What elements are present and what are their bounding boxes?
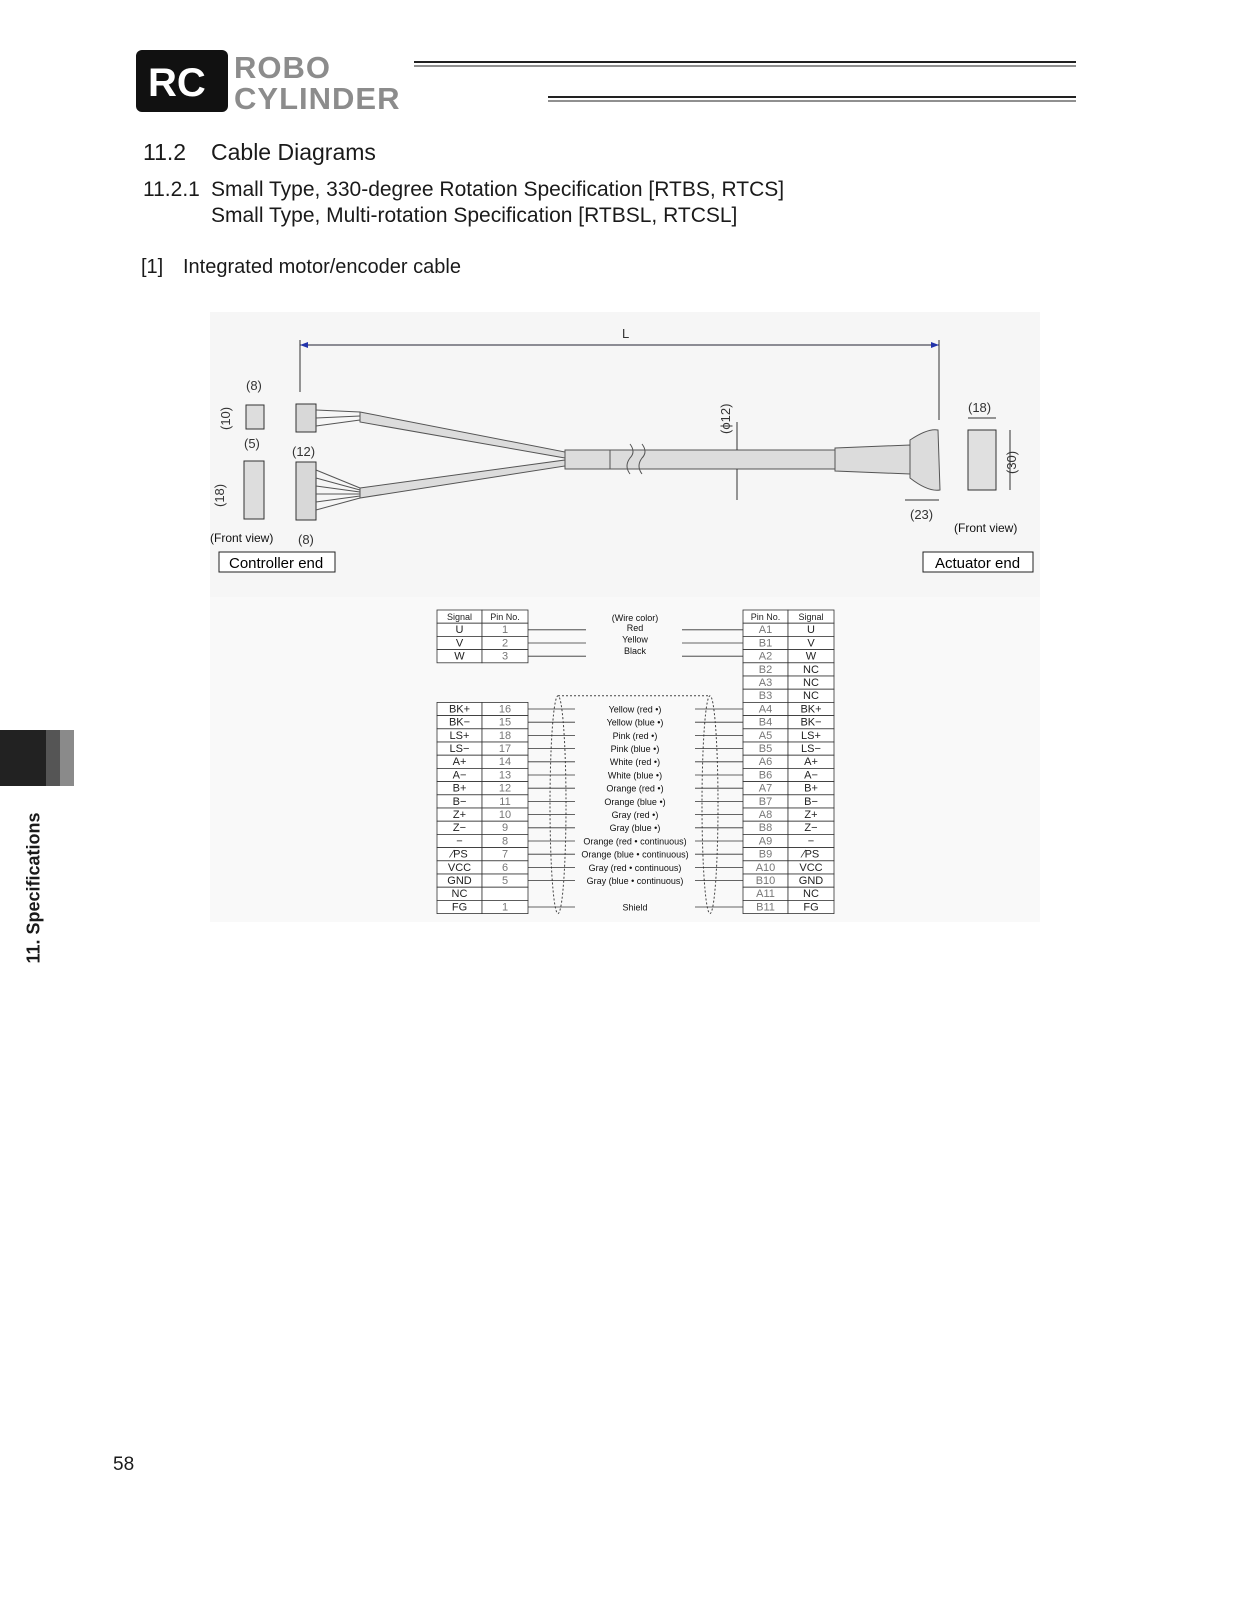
section-title (143, 139, 376, 166)
signal-left: VCC (447, 861, 472, 874)
signal-right: NC (803, 690, 819, 703)
wire-color: Yellow (622, 634, 648, 645)
signal-right: BK− (800, 716, 822, 729)
pin-right: B8 (758, 822, 773, 835)
section-number: 11.2 (143, 139, 187, 165)
front-view-left: (Front view) (210, 531, 274, 545)
signal-right: NC (803, 663, 819, 676)
right-header-pin: Pin No. (750, 612, 781, 622)
pin-left: 1 (501, 624, 509, 637)
left-header-signal: Signal (446, 612, 473, 622)
signal-right: B− (804, 795, 818, 808)
pin-right: A6 (758, 756, 773, 769)
dim-diameter: (ϕ12) (718, 403, 733, 434)
pin-left: 2 (501, 637, 509, 650)
pin-right: A8 (758, 809, 773, 821)
signal-right: A+ (804, 756, 818, 769)
wiring-table (437, 610, 834, 914)
pin-right: A5 (758, 729, 773, 742)
pin-right: B2 (758, 663, 773, 676)
signal-left: A− (452, 769, 467, 782)
wire-color: Orange (blue • continuous) (581, 849, 689, 860)
right-header-signal: Signal (798, 612, 824, 622)
item-number: [1] (141, 256, 164, 278)
left-header-pin: Pin No. (490, 612, 520, 622)
signal-left: ∕PS (451, 848, 468, 861)
pin-right: A11 (756, 888, 775, 901)
item-title-text: Integrated motor/encoder cable (183, 256, 461, 278)
signal-right: FG (803, 901, 819, 914)
logo-mark: RC (148, 61, 206, 105)
pin-left: 9 (501, 822, 509, 835)
signal-left: LS− (449, 743, 470, 755)
page-number: 58 (113, 1454, 135, 1475)
subsection-line-2: Small Type, Multi-rotation Specification [RTBSL, RTCSL] (211, 204, 738, 227)
wire-color: Yellow (blue •) (606, 717, 664, 728)
chapter-tab-label: 11. Specifications (23, 812, 44, 964)
signal-right: Z+ (804, 809, 818, 821)
pin-right: B7 (758, 795, 773, 808)
cable-diagram (210, 312, 1040, 924)
signal-left: Z− (452, 822, 467, 835)
pin-left: 16 (498, 703, 512, 716)
signal-left: V (455, 637, 464, 650)
signal-left: FG (451, 901, 468, 914)
wire-color: Pink (blue •) (610, 744, 660, 754)
wire-color: Gray (blue • continuous) (586, 876, 684, 886)
signal-right: − (807, 835, 815, 848)
pin-left: 18 (498, 729, 512, 742)
pin-left: 17 (498, 743, 512, 755)
pin-right: A9 (758, 835, 773, 848)
pin-left: 13 (498, 769, 512, 782)
signal-right: A− (804, 769, 818, 782)
signal-right: NC (803, 677, 819, 689)
dim-ctrl-conn-bottom: (8) (298, 532, 314, 547)
wire-color-header: (Wire color) (611, 613, 659, 623)
wire-color: Pink (red •) (612, 730, 658, 741)
controller-end-label: Controller end (229, 555, 324, 572)
wire-color: Gray (red • continuous) (588, 862, 682, 873)
signal-left: A+ (452, 756, 467, 769)
subsection-line-1: Small Type, 330-degree Rotation Specification [RTBS, RTCS] (211, 178, 785, 201)
pin-right: B3 (758, 690, 773, 703)
pin-right: A2 (758, 650, 773, 663)
logo-word-robo: ROBO (234, 50, 331, 85)
wire-color: Orange (red • continuous) (583, 836, 687, 847)
pin-left: 12 (498, 782, 512, 795)
subsection-title (143, 177, 784, 229)
wire-color: Orange (blue •) (604, 796, 666, 807)
dim-act-len: (23) (910, 507, 934, 522)
pin-left: 6 (501, 861, 509, 874)
signal-left: BK− (448, 716, 471, 729)
pin-left: 11 (499, 795, 511, 808)
pin-right: B9 (758, 848, 773, 861)
wire-color: Yellow (red •) (608, 704, 662, 715)
wire-color: White (blue •) (607, 770, 663, 781)
signal-right: B+ (804, 782, 818, 795)
signal-right: VCC (799, 861, 823, 874)
signal-right: LS− (801, 743, 821, 755)
pin-right: A7 (758, 782, 773, 795)
pin-right: B5 (758, 743, 773, 755)
robo-cylinder-logo (136, 50, 1081, 116)
pin-left: 10 (498, 809, 512, 821)
signal-right: GND (798, 875, 824, 887)
signal-left: − (456, 835, 463, 848)
signal-left: GND (447, 875, 472, 887)
pin-right: A4 (758, 703, 773, 716)
signal-right: LS+ (801, 729, 821, 742)
signal-right: NC (803, 888, 819, 901)
pin-left: 8 (501, 835, 509, 848)
pin-left: 14 (498, 756, 512, 769)
dim-act-w: (18) (968, 400, 992, 415)
dim-ctrl-top-w: (8) (246, 378, 262, 393)
signal-right: ∕PS (802, 848, 820, 861)
pin-right: B10 (755, 875, 776, 887)
signal-right: Z− (804, 822, 818, 835)
dim-act-h: (30) (1004, 450, 1019, 474)
signal-left: Z+ (452, 809, 467, 821)
signal-left: BK+ (448, 703, 471, 716)
pin-right: A3 (758, 677, 773, 689)
wire-color: Gray (red •) (611, 810, 659, 820)
signal-left: U (455, 624, 464, 637)
wire-color: Shield (622, 902, 648, 913)
dim-ctrl-conn-len: (12) (292, 444, 316, 459)
pin-right: B11 (756, 901, 775, 914)
chapter-tab (0, 730, 74, 786)
signal-left: LS+ (449, 729, 470, 742)
dim-ctrl-bot-h: (18) (212, 483, 227, 507)
logo-word-cylinder: CYLINDER (234, 81, 401, 116)
dim-ctrl-top-h: (10) (218, 406, 233, 430)
pin-left: 1 (501, 901, 509, 914)
item-title (141, 256, 461, 279)
subsection-number: 11.2.1 (143, 178, 200, 201)
section-title-text: Cable Diagrams (211, 139, 376, 165)
wire-color: Orange (red •) (606, 783, 664, 794)
signal-left: W (454, 650, 465, 663)
wire-color: Gray (blue •) (609, 823, 661, 834)
dim-ctrl-bot-w: (5) (244, 436, 260, 451)
signal-right: W (805, 650, 817, 663)
actuator-end-label: Actuator end (935, 555, 1021, 572)
wire-color: Black (623, 646, 647, 656)
signal-left: B− (452, 795, 467, 808)
pin-right: B1 (758, 637, 773, 650)
signal-left: NC (451, 888, 468, 901)
wire-color: Red (626, 623, 644, 633)
pin-right: B4 (758, 716, 773, 729)
wire-color: White (red •) (609, 757, 661, 768)
pin-left: 15 (498, 716, 512, 729)
signal-left: B+ (452, 782, 467, 795)
signal-right: V (807, 637, 815, 650)
pin-left: 7 (501, 848, 509, 861)
signal-right: BK+ (800, 703, 822, 716)
pin-right: A10 (755, 861, 776, 874)
length-label: L (622, 326, 630, 341)
pin-left: 3 (501, 650, 509, 663)
signal-right: U (807, 624, 815, 637)
pin-right: B6 (758, 769, 773, 782)
pin-right: A1 (758, 624, 773, 637)
front-view-right: (Front view) (954, 521, 1018, 535)
pin-left: 5 (501, 875, 509, 887)
